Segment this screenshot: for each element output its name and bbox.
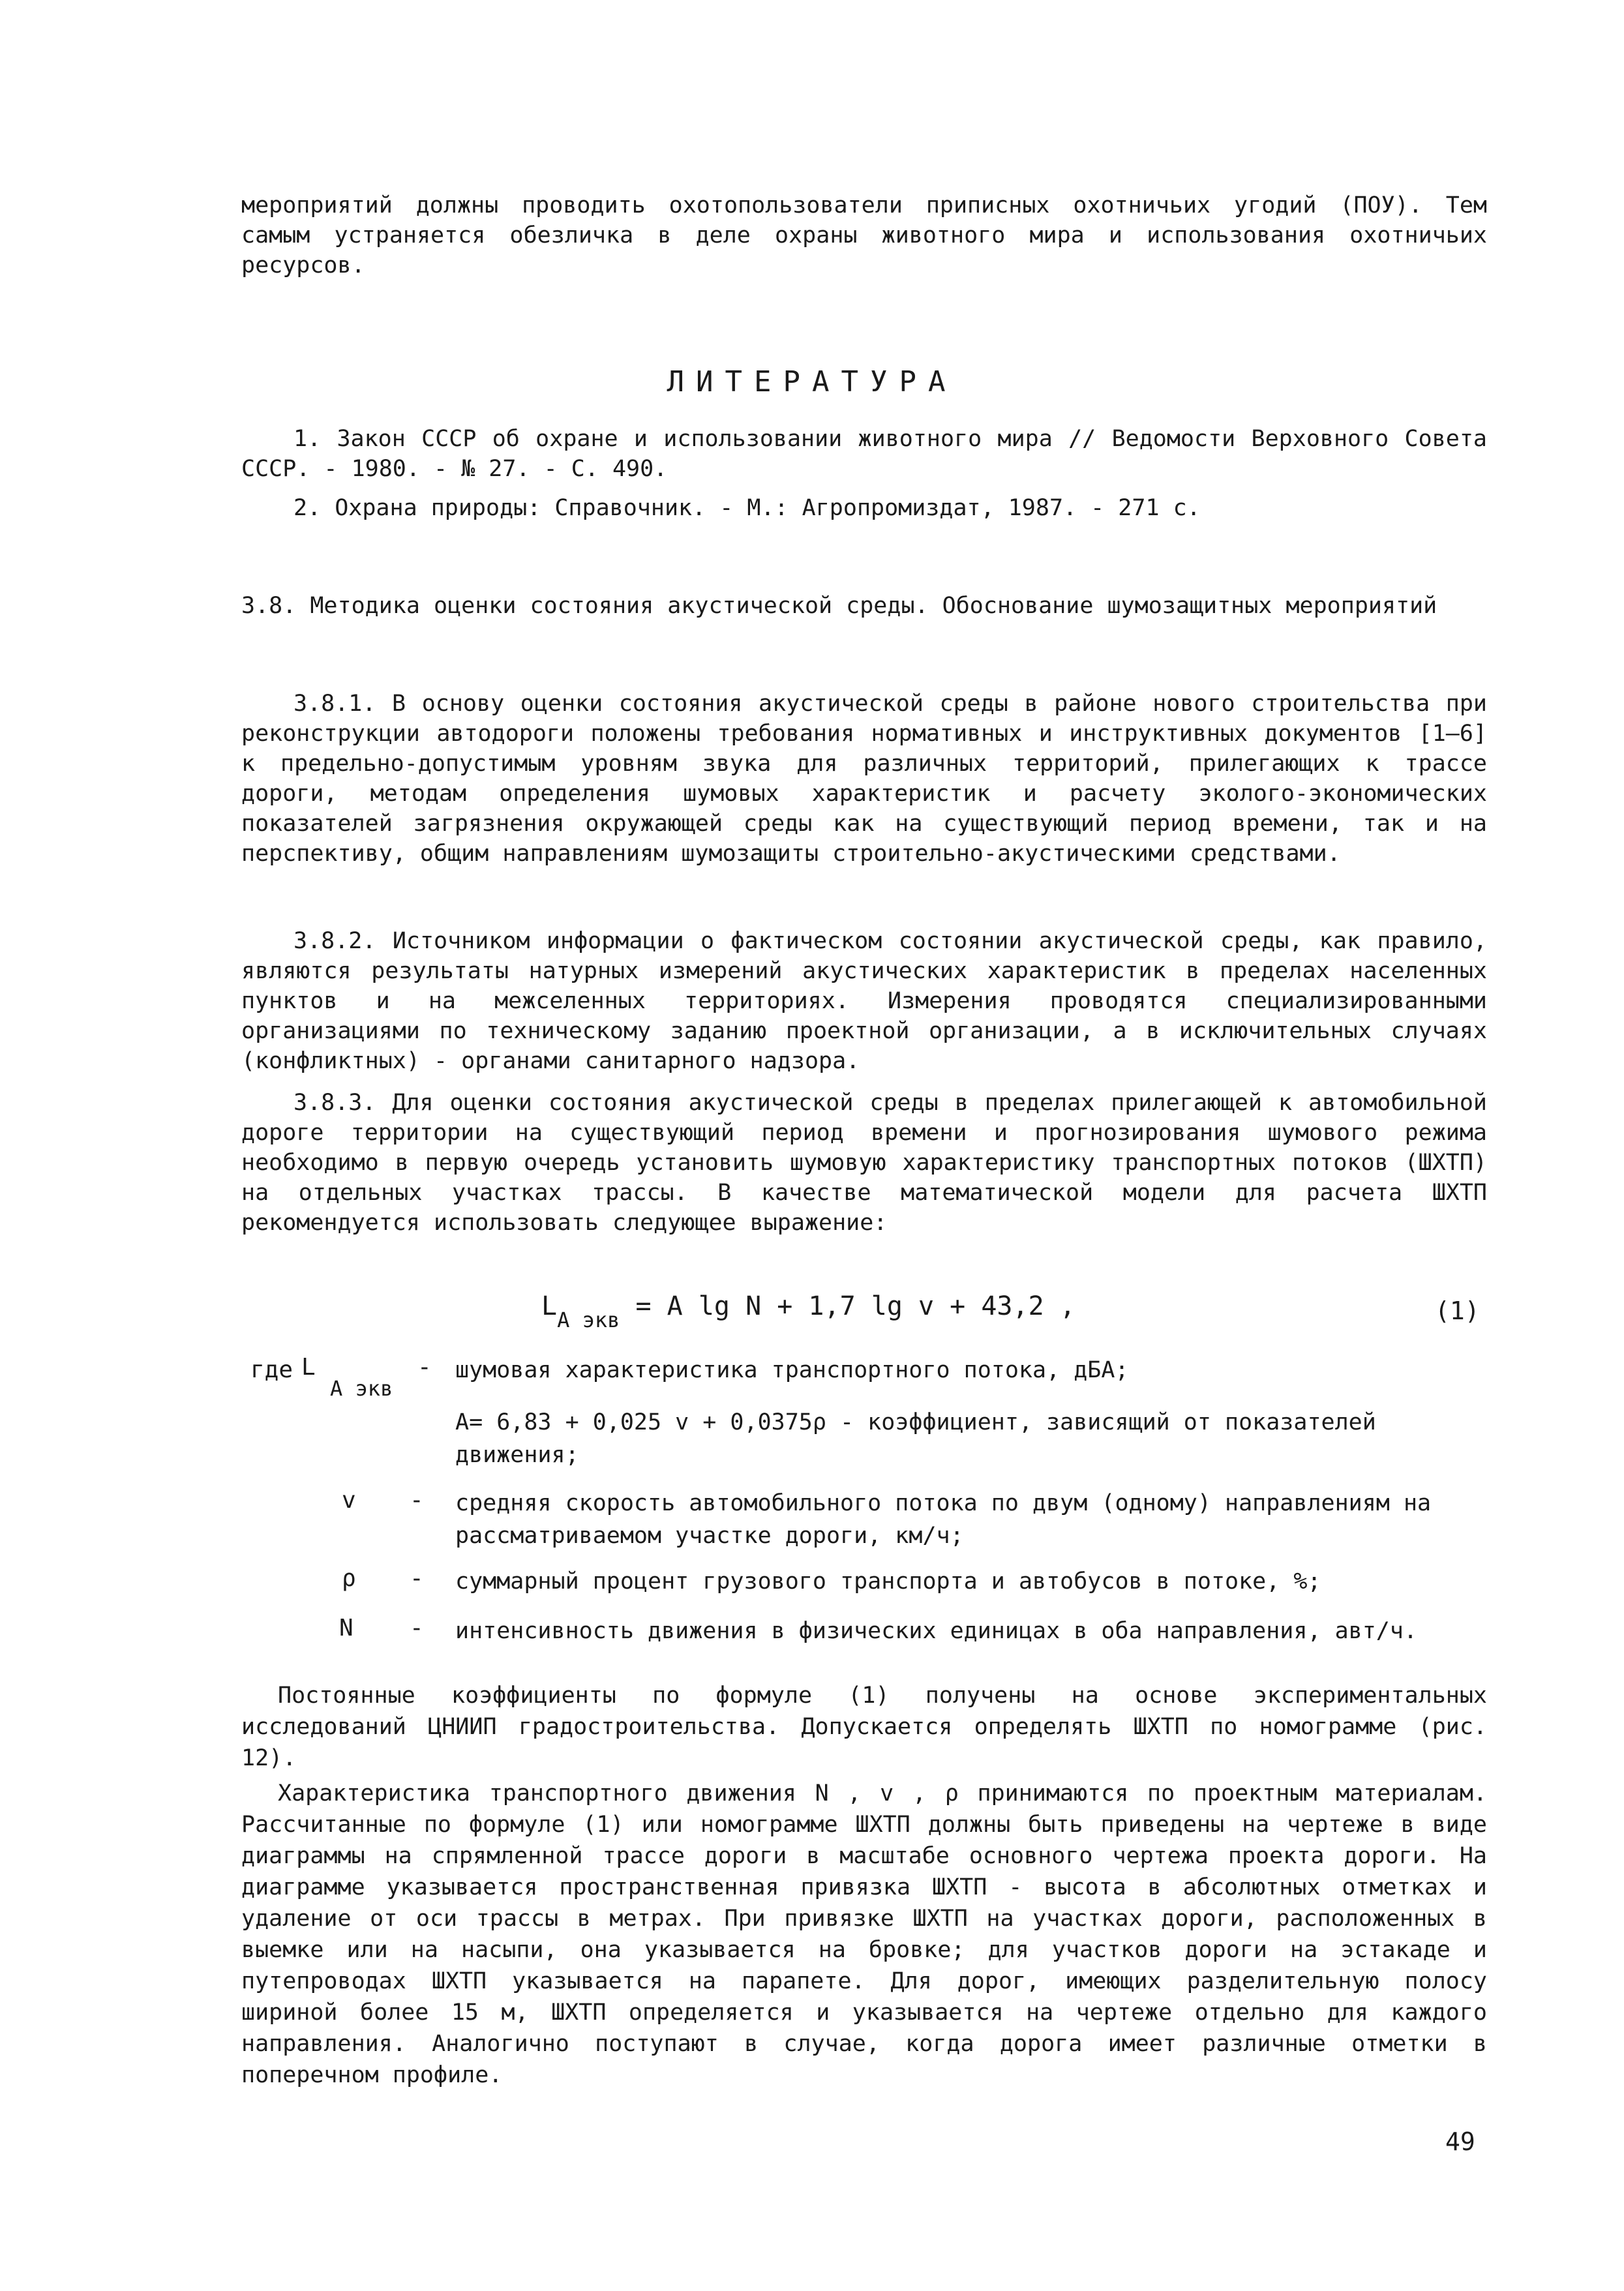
- legend-symbol-l: [301, 1354, 393, 1401]
- legend-dash-n: -: [410, 1615, 424, 1641]
- closing-paragraph-1: Постоянные коэффициенты по формуле (1) получены на основе экспериментальных исследований ЦНИИП градостроительства. Допускается определять ШХТП по номограмме (рис. 12).: [241, 1683, 1487, 1771]
- legend-symbol-v: v: [342, 1487, 356, 1514]
- formula-rhs: = A lg N + 1,7 lg v + 43,2 ,: [635, 1291, 1075, 1321]
- legend-symbol-rho: ρ: [342, 1565, 356, 1592]
- legend-dash-rho: -: [410, 1565, 424, 1592]
- legend-text-rho: суммарный процент грузового транспорта и автобусов в потоке, %;: [455, 1568, 1321, 1595]
- legend-dash-v: -: [410, 1487, 424, 1514]
- legend-text-n: интенсивность движения в физических единицах в оба направления, авт/ч.: [455, 1618, 1418, 1644]
- legend-text-1: шумовая характеристика транспортного потока, дБА;: [455, 1357, 1129, 1383]
- paragraph-3-8-3: 3.8.3. Для оценки состояния акустической среды в пределах прилегающей к автомобильной дороге территории на существующий период времени и прогнозирования шумового режима необходимо в первую очередь установить шумовую характеристику транспортных потоков (ШХТП) на отдельных участках трассы. В качестве математической модели для расчета ШХТП рекомендуется использовать следующее выражение:: [241, 1090, 1487, 1236]
- paragraph-3-8-2: 3.8.2. Источником информации о фактическом состоянии акустической среды, как правило, являются результаты натурных измерений акустических характеристик в пределах населенных пунктов и на межселенных территориях. Измерения проводятся специализированными организациями по техническому заданию проектной организации, а в исключительных случаях (конфликтных) - органами санитарного надзора.: [241, 928, 1487, 1074]
- legend-dash-1: -: [417, 1354, 432, 1381]
- closing-paragraph-2: Характеристика транспортного движения N , v , ρ принимаются по проектным материалам. Рассчитанные по формуле (1) или номограмме ШХТП должны быть приведены на чертеже в виде диаграммы на спрямленной трассе дороги в масштабе основного чертежа проекта дороги. На диаграмме указывается пространственная привязка ШХТП - высота в абсолютных отметках и удаление от оси трассы в метрах. При привязке ШХТП на участках дороги, расположенных в выемке или на насыпи, она указывается на бровке; для участков дороги на эстакаде и путепроводах ШХТП указывается на парапете. Для дорог, имеющих разделительную полосу шириной более 15 м, ШХТП определяется и указывается на чертеже отдельно для каждого направления. Аналогично поступают в случае, когда дорога имеет различные отметки в поперечном профиле.: [241, 1780, 1487, 2088]
- formula-lhs-sub: A экв: [557, 1308, 620, 1332]
- legend-symbol-l-main: L: [301, 1354, 316, 1381]
- formula-lhs: L: [541, 1291, 558, 1321]
- top-paragraph: мероприятий должны проводить охотопользователи приписных охотничьих угодий (ПОУ). Тем самым устраняется обезличка в деле охраны животного мира и использования охотничьих ресурсов.: [241, 192, 1487, 278]
- page-number: 49: [1445, 2127, 1475, 2156]
- literature-item-1: 1. Закон СССР об охране и использовании животного мира // Ведомости Верховного Совета СССР. - 1980. - № 27. - С. 490.: [241, 426, 1487, 482]
- legend-symbol-l-sub: A экв: [330, 1376, 393, 1401]
- legend-text-v: средняя скорость автомобильного потока по двум (одному) направлениям на рассматриваемом участке дороги, км/ч;: [455, 1490, 1432, 1549]
- formula-1: [541, 1291, 1075, 1332]
- section-title: 3.8. Методика оценки состояния акустической среды. Обоснование шумозащитных мероприятий: [241, 593, 1437, 619]
- legend-symbol-n: N: [339, 1615, 353, 1641]
- formula-number: (1): [1435, 1296, 1480, 1325]
- legend-text-coefficient: A= 6,83 + 0,025 v + 0,0375ρ - коэффициент, зависящий от показателей движения;: [455, 1409, 1376, 1468]
- paragraph-3-8-1: 3.8.1. В основу оценки состояния акустической среды в районе нового строительства при реконструкции автодороги положены требования нормативных и инструктивных документов [1–6] к предельно-допустимым уровням звука для различных территорий, прилегающих к трассе дороги, методам определения шумовых характеристик и расчету эколого-экономических показателей загрязнения окружающей среды как на существующий период времени, так и на перспективу, общим направлениям шумозащиты строительно-акустическими средствами.: [241, 691, 1487, 867]
- where-label: где: [250, 1356, 293, 1383]
- literature-heading: ЛИТЕРАТУРА: [667, 365, 957, 398]
- literature-item-2: 2. Охрана природы: Справочник. - М.: Агропромиздат, 1987. - 271 с.: [293, 495, 1201, 521]
